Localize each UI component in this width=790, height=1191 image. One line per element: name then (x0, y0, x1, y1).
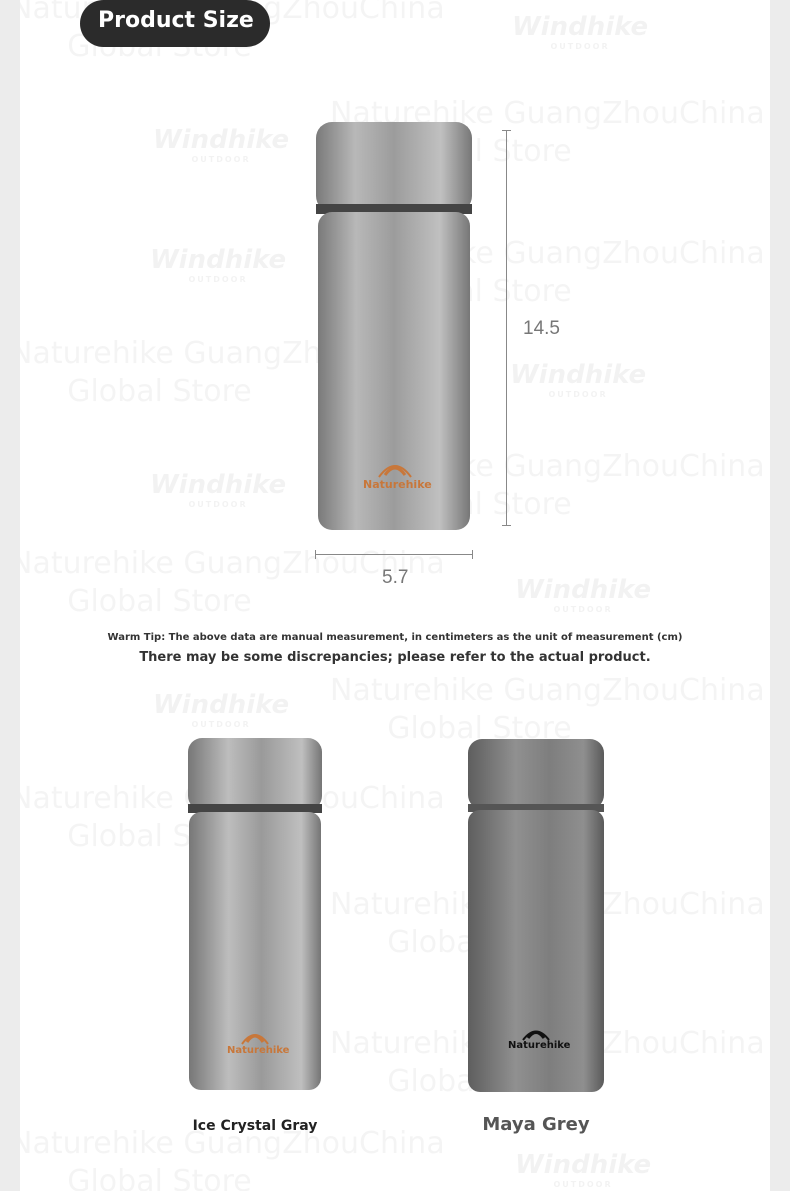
watermark-logo: Windhike OUTDOOR (150, 470, 286, 509)
watermark (20, 545, 445, 621)
product-page (20, 0, 770, 1191)
main-bottle-image (313, 120, 475, 535)
ice-crystal-gray-bottle-image (185, 736, 325, 1096)
watermark-logo: Windhike OUTDOOR (515, 575, 651, 614)
watermark-logo: Windhike OUTDOOR (153, 125, 289, 164)
watermark-logo: Windhike OUTDOOR (512, 12, 648, 51)
bottle-brand-label: Naturehike (363, 478, 432, 491)
variant-caption-maya-grey: Maya Grey (482, 1114, 590, 1135)
watermark-logo: Windhike OUTDOOR (153, 690, 289, 729)
height-dimension-line (506, 130, 507, 526)
warm-tip-line2: There may be some discrepancies; please refer to the actual product. (139, 650, 651, 665)
width-dimension-line (315, 554, 473, 555)
section-title-pill (80, 0, 270, 47)
watermark-logo: Windhike OUTDOOR (510, 360, 646, 399)
variant-caption-ice-crystal-gray: Ice Crystal Gray (192, 1118, 318, 1134)
watermark-logo: Windhike OUTDOOR (150, 245, 286, 284)
warm-tip-line1: Warm Tip: The above data are manual measurement, in centimeters as the unit of measurement (cm) (107, 632, 683, 643)
watermark (20, 1125, 445, 1191)
watermark-logo: Windhike OUTDOOR (515, 1150, 651, 1189)
width-dimension-label: 5.7 (382, 567, 409, 588)
section-title: Product Size (98, 8, 254, 33)
ice-crystal-bottle-brand-label: Naturehike (227, 1045, 290, 1056)
height-dimension-label: 14.5 (523, 318, 560, 339)
maya-grey-bottle-brand-label: Naturehike (508, 1040, 571, 1051)
